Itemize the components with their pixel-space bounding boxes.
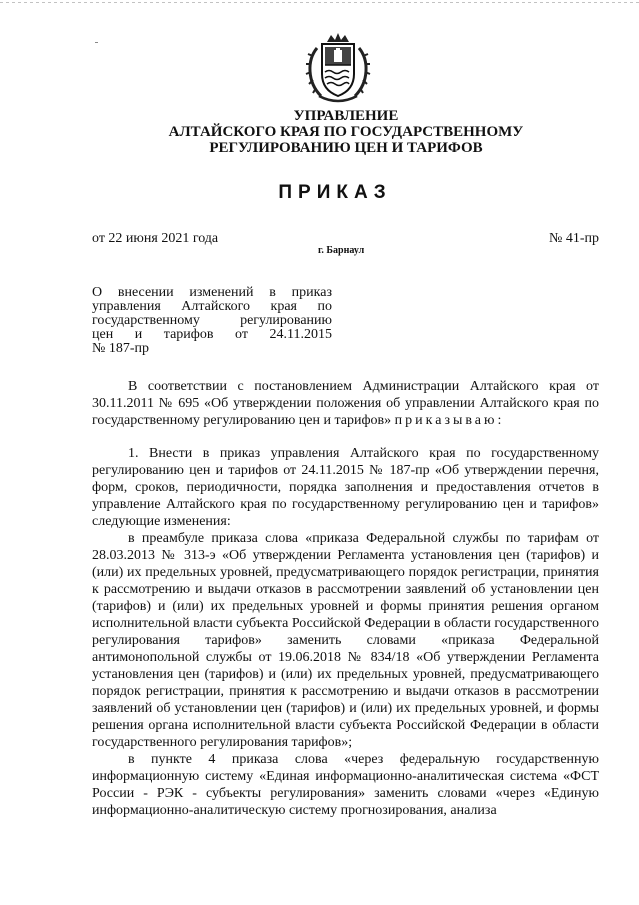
preamble-command: приказываю: bbox=[394, 413, 505, 428]
agency-header bbox=[0, 108, 639, 156]
coat-of-arms-icon bbox=[303, 30, 373, 106]
item-1-paragraph: 1. Внести в приказ управления Алтайского края по государственному регулированию цен и тарифов от 24.11.2015 № 187-пр «Об утверждении перечня, форм, сроков, периодичности, порядка заполнения и предоставления отчетов в управление Алтайского края по государственному регулированию цен и тарифов» следующие изменения: bbox=[92, 446, 599, 529]
header-line: УПРАВЛЕНИЕ bbox=[293, 108, 399, 124]
header-line: РЕГУЛИРОВАНИЮ ЦЕН И ТАРИФОВ bbox=[209, 140, 483, 156]
paragraph-gap bbox=[92, 429, 599, 445]
header-line: АЛТАЙСКОГО КРАЯ ПО ГОСУДАРСТВЕННОМУ bbox=[168, 124, 524, 140]
subject-line: цен и тарифов от 24.11.2015 bbox=[92, 327, 332, 342]
subject-line: государственному регулированию bbox=[92, 313, 332, 328]
subject-line: № 187-пр bbox=[92, 341, 150, 356]
preamble-paragraph bbox=[92, 378, 599, 429]
order-body bbox=[92, 378, 599, 819]
order-number: № 41-пр bbox=[548, 231, 599, 246]
document-title: ПРИКАЗ bbox=[278, 182, 392, 203]
order-city: г. Барнаул bbox=[318, 245, 365, 256]
change-1-paragraph: в преамбуле приказа слова «приказа Федеральной службы по тарифам от 28.03.2013 № 313-э «Об утверждении Регламента установления цен (тарифов) и (или) их предельных уровней, предусматривающего порядок регистрации, принятия к рассмотрению и выдачи отказов в рассмотрении заявлений об установлении цен (тарифов) и (или) их предельных уровней и формы принятия решения органом исполнительной власти субъекта Российской Федерации в области государственного регулирования тарифов» заменить словами «приказа Федеральной антимонопольной службы от 19.06.2018 № 834/18 «Об утверждении Регламента установления цен (тарифов) и (или) их предельных уровней, предусматривающего порядок регистрации, принятия к рассмотрению и выдачи отказов в рассмотрении заявлений об установлении цен (тарифов) и (или) их предельных уровней, и формы решения органа исполнительной власти субъекта Российской Федерации в области государственного регулирования тарифов»; bbox=[92, 531, 600, 750]
preamble-text: В соответствии с постановлением Администрации Алтайского края от 30.11.2011 № 695 «Об утверждении положения об управлении Алтайского края по государственному регулированию цен и тарифов» bbox=[92, 379, 599, 428]
order-subject bbox=[92, 286, 332, 356]
scan-edge-line bbox=[0, 2, 639, 3]
subject-line: управления Алтайского края по bbox=[92, 299, 332, 314]
subject-line: О внесении изменений в приказ bbox=[92, 285, 332, 300]
change-2-paragraph: в пункте 4 приказа слова «через федеральную государственную информационную систему «Единая информационно-аналитическая система «ФСТ России - РЭК - субъекты регулирования» заменить словами «через «Единую информационно-аналитическую систему прогнозирования, анализа bbox=[92, 752, 599, 818]
order-date: от 22 июня 2021 года bbox=[92, 231, 219, 246]
scan-speck bbox=[95, 42, 98, 43]
